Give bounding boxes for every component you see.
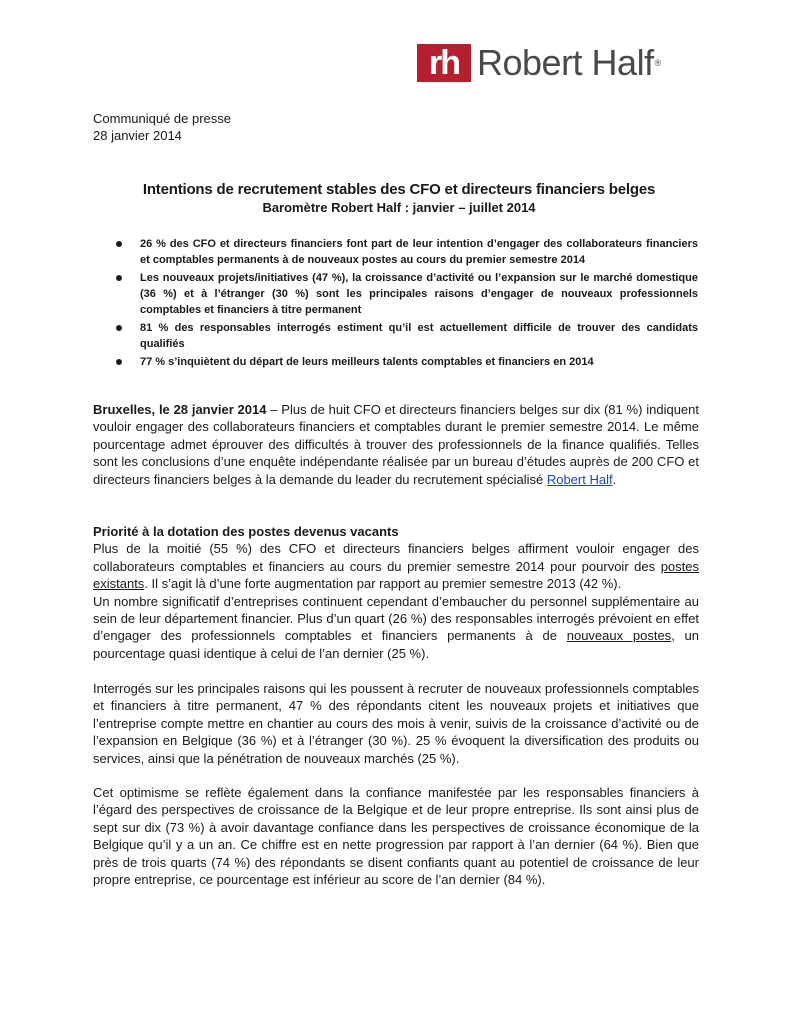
dateline: Bruxelles, le 28 janvier 2014 xyxy=(93,402,267,417)
highlights-list xyxy=(112,236,698,372)
reasons-text: Interrogés sur les principales raisons qui les poussent à recruter de nouveaux professionnels comptables et financiers à titre permanent, 47 % des répondants citent les nouveaux projets et initiatives que l’entreprise compte mettre en chantier au cours des mois à venir, suivis de la croissance d’activité ou de l’expansion en Belgique (36 %) et à l’étranger (30 %). 25 % évoquent la diversification des produits ou services, ainsi que la pénétration de nouveaux marchés (25 %). xyxy=(93,681,699,766)
postes-existants-underlined: postes existants xyxy=(93,558,699,592)
highlight-item: 77 % s’inquiètent du départ de leurs meilleurs talents comptables et financiers en 2014 xyxy=(112,354,698,370)
robert-half-link[interactable]: Robert Half xyxy=(546,471,613,487)
highlight-item: Les nouveaux projets/initiatives (47 %), la croissance d’activité ou l’expansion sur le marché domestique (36 %) et à l’étranger (30 %) sont les principales raisons d’engager de nouveaux professionnels comptables et financiers à titre permanent xyxy=(112,270,698,318)
document-type: Communiqué de presse xyxy=(93,111,232,126)
confidence-text: Cet optimisme se reflète également dans la confiance manifestée par les responsables financiers à l’égard des perspectives de croissance de la Belgique et de leur propre entreprise. Ils sont ainsi plus de sept sur dix (73 %) à avoir davantage confiance dans les perspectives de croissance économique de la Belgique qu’il y a un an. Ce chiffre est en nette progression par rapport à l’an dernier (64 %). Bien que près de trois quarts (74 %) des répondants se disent confiants quant au potentiel de croissance de leur propre entreprise, ce pourcentage est inférieur au score de l’an dernier (84 %). xyxy=(93,785,699,888)
intro-paragraph xyxy=(93,401,699,488)
intro-text: – Plus de huit CFO et directeurs financiers belges sur dix (81 %) indiquent vouloir engager des collaborateurs financiers et comptables durant le premier semestre 2014. Le même pourcentage admet éprouver des difficultés à trouver des professionnels de la finance qualifiés. Telles sont les conclusions d’une enquête indépendante réalisée par un bureau d’études auprès de 200 CFO et directeurs financiers belges à la demande du leader du recrutement spécialisé xyxy=(93,402,699,487)
rh-logo-mark: rh xyxy=(417,44,471,82)
highlight-item: 81 % des responsables interrogés estiment qu’il est actuellement difficile de trouver des candidats qualifiés xyxy=(112,320,698,352)
page-title: Intentions de recrutement stables des CFO et directeurs financiers belges xyxy=(142,181,656,198)
nouveaux-postes-underlined: nouveaux postes xyxy=(566,628,672,644)
section-paragraph-2: Un nombre significatif d’entreprises continuent cependant d’embaucher du personnel supplémentaire au sein de leur département financier. Plus d’un quart (26 %) des responsables interrogés prévoient en effet d’engager des professionnels comptables et financiers permanents à de nouveaux postes, un pourcentage quasi identique à celui de l’an dernier (25 %). xyxy=(93,593,700,661)
press-release-meta xyxy=(93,110,231,144)
logo-wordmark: Robert Half xyxy=(477,42,654,83)
highlight-item: 26 % des CFO et directeurs financiers font part de leur intention d’engager des collaborateurs financiers et comptables permanents à de nouveaux postes au cours du premier semestre 2014 xyxy=(112,236,698,268)
section-paragraph-1: Plus de la moitié (55 %) des CFO et directeurs financiers belges affirment vouloir engager des collaborateurs comptables et financiers au cours du premier semestre 2014 pour pourvoir des postes existants. Il s’agit là d’une forte augmentation par rapport au premier semestre 2013 (42 %). xyxy=(93,541,699,592)
section-priority xyxy=(93,523,699,662)
confidence-paragraph xyxy=(93,784,699,888)
release-date: 28 janvier 2014 xyxy=(93,128,182,143)
section-heading: Priorité à la dotation des postes devenus vacants xyxy=(93,524,399,539)
title-block xyxy=(93,180,705,217)
robert-half-logo xyxy=(417,44,661,82)
intro-end: . xyxy=(612,471,617,487)
page-subtitle: Baromètre Robert Half : janvier – juillet 2014 xyxy=(262,200,536,215)
registered-mark: ® xyxy=(654,58,662,68)
reasons-paragraph xyxy=(93,680,699,767)
